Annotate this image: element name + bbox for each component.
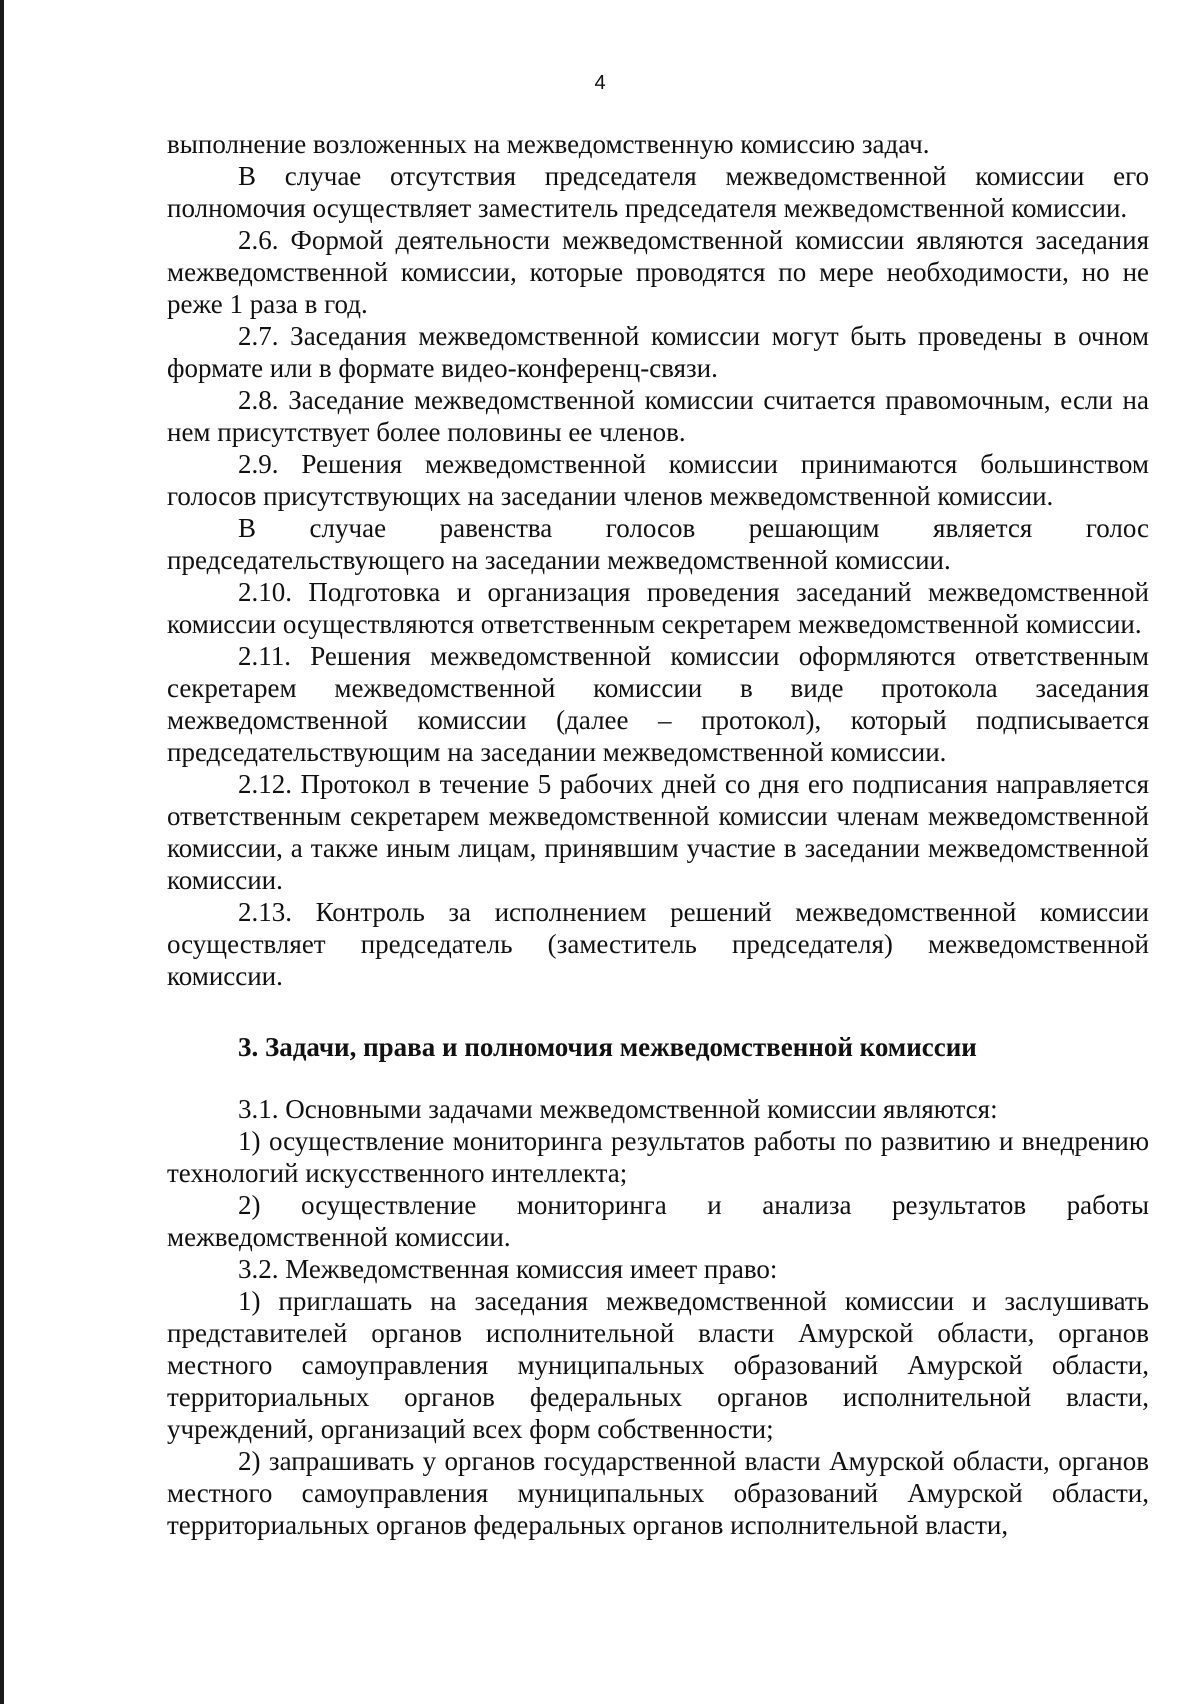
paragraph: 2.8. Заседание межведомственной комиссии считается правомочным, если на нем присутствует более половины ее членов. xyxy=(167,385,1149,447)
paragraph: В случае равенства голосов решающим является голос председательствующего на заседании межведомственной комиссии. xyxy=(167,513,1149,575)
paragraph: 2.10. Подготовка и организация проведения заседаний межведомственной комиссии осуществляются ответственным секретарем межведомственной комиссии. xyxy=(167,577,1149,639)
section-heading: 3. Задачи, права и полномочия межведомственной комиссии xyxy=(238,1032,977,1062)
paragraph: 3.1. Основными задачами межведомственной комиссии являются: xyxy=(238,1094,998,1124)
paragraph: 2) осуществление мониторинга и анализа результатов работы межведомственной комиссии. xyxy=(167,1190,1149,1252)
document-body xyxy=(167,128,1149,1541)
paragraph: 2) запрашивать у органов государственной власти Амурской области, органов местного самоуправления муниципальных образований Амурской области, территориальных органов федеральных органов исполнительной власти, xyxy=(167,1446,1149,1540)
paragraph: 1) приглашать на заседания межведомственной комиссии и заслушивать представителей органов исполнительной власти Амурской области, органов местного самоуправления муниципальных образований Амурской области, территориальных органов федеральных органов исполнительной власти, учреждений, организаций всех форм собственности; xyxy=(167,1286,1149,1444)
scan-edge xyxy=(0,0,4,1704)
paragraph: 2.7. Заседания межведомственной комиссии могут быть проведены в очном формате или в формате видео-конференц-связи. xyxy=(167,321,1149,383)
paragraph: 2.12. Протокол в течение 5 рабочих дней со дня его подписания направляется ответственным секретарем межведомственной комиссии членам межведомственной комиссии, а также иным лицам, принявшим участие в заседании межведомственной комиссии. xyxy=(167,769,1149,895)
paragraph: 1) осуществление мониторинга результатов работы по развитию и внедрению технологий искусственного интеллекта; xyxy=(167,1126,1149,1188)
paragraph: выполнение возложенных на межведомственную комиссию задач. xyxy=(167,129,930,159)
paragraph: 2.11. Решения межведомственной комиссии оформляются ответственным секретарем межведомственной комиссии в виде протокола заседания межведомственной комиссии (далее – протокол), который подписывается председательствующим на заседании межведомственной комиссии. xyxy=(167,641,1149,767)
paragraph: 3.2. Межведомственная комиссия имеет право: xyxy=(238,1254,778,1284)
paragraph: 2.6. Формой деятельности межведомственной комиссии являются заседания межведомственной комиссии, которые проводятся по мере необходимости, но не реже 1 раза в год. xyxy=(167,225,1149,319)
paragraph: 2.9. Решения межведомственной комиссии принимаются большинством голосов присутствующих на заседании членов межведомственной комиссии. xyxy=(167,449,1149,511)
paragraph: В случае отсутствия председателя межведомственной комиссии его полномочия осуществляет заместитель председателя межведомственной комиссии. xyxy=(167,161,1149,223)
paragraph: 2.13. Контроль за исполнением решений межведомственной комиссии осуществляет председатель (заместитель председателя) межведомственной комиссии. xyxy=(167,897,1149,991)
page-number: 4 xyxy=(594,72,606,94)
